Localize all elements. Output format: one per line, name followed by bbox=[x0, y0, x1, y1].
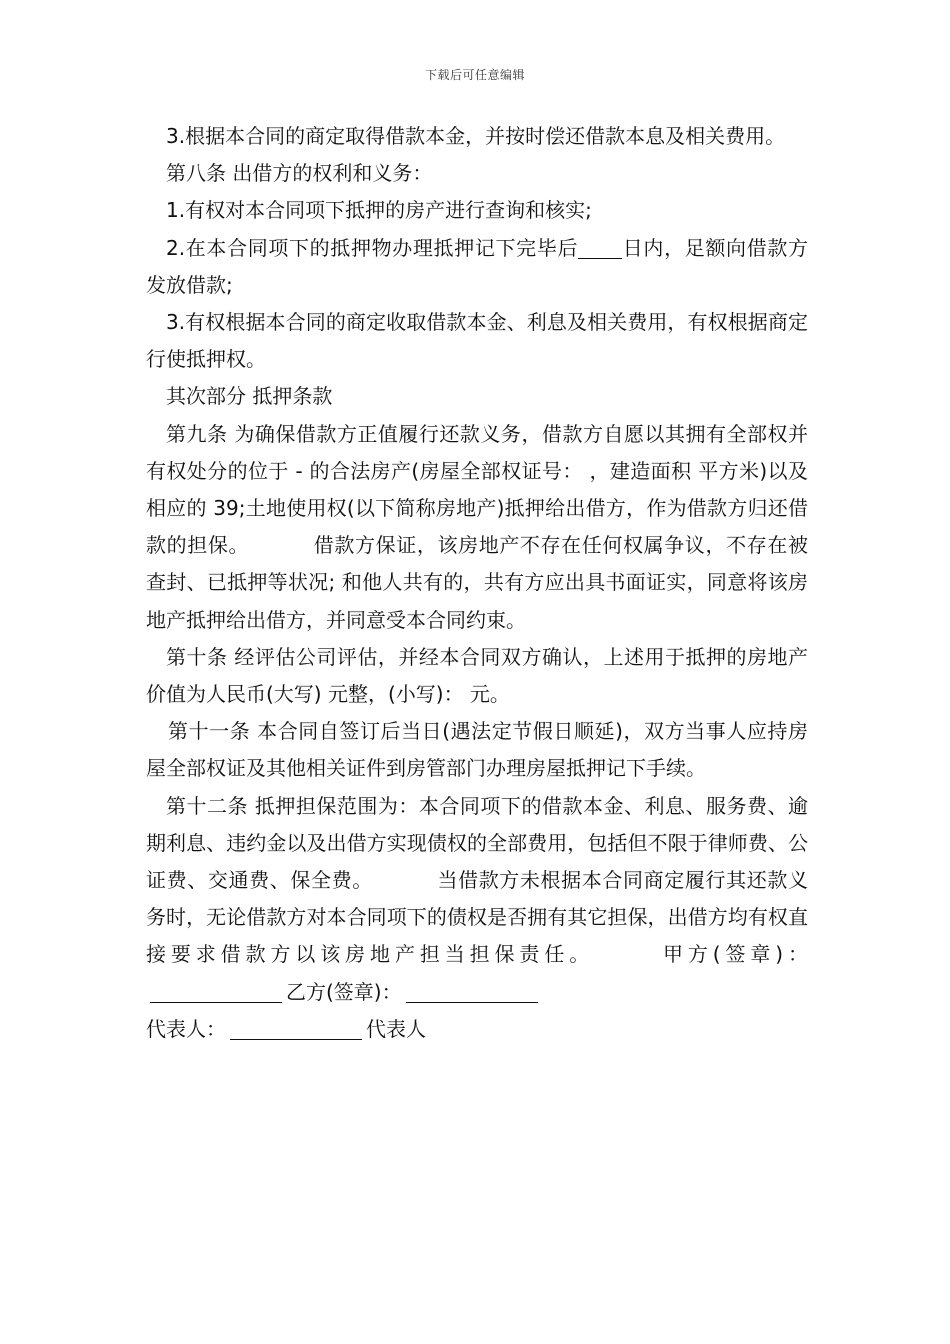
party-b-signature-label: 乙方(签章)： bbox=[286, 979, 402, 1004]
lender-right-1: 1.有权对本合同项下抵押的房产进行查询和核实; bbox=[166, 198, 592, 223]
representative-line bbox=[146, 1011, 808, 1048]
party-b-signature-blank bbox=[406, 980, 538, 1003]
lender-right-2 bbox=[146, 230, 808, 304]
days-blank bbox=[578, 236, 622, 259]
representative-b-label: 代表人 bbox=[366, 1016, 426, 1041]
part-2-heading: 其次部分 抵押条款 bbox=[166, 384, 333, 409]
representative-a-blank bbox=[230, 1017, 362, 1040]
article-9-text-b: 借款方保证，该房地产不存在任何权属争议，不存在被查封、已抵押等状况; 和他人共有的，共有方应出具书面证实，同意将该房地产抵押给出借方，并同意受本合同约束。 bbox=[146, 533, 809, 632]
lender-right-3: 3.有权根据本合同的商定收取借款本金、利息及相关费用，有权根据商定行使抵押权。 bbox=[146, 310, 808, 372]
article-11: 第十一条 本合同自签订后当日(遇法定节假日顺延)，双方当事人应持房屋全部权证及其他相关证件到房管部门办理房屋抵押记下手续。 bbox=[146, 719, 808, 781]
paragraph-borrower-obligation-3: 3.根据本合同的商定取得借款本金，并按时偿还借款本息及相关费用。 bbox=[166, 124, 786, 148]
article-10: 第十条 经评估公司评估，并经本合同双方确认，上述用于抵押的房地产价值为人民币(大写) 元整，(小写)： 元。 bbox=[146, 644, 808, 707]
article-9 bbox=[146, 416, 808, 639]
article-9-text-a: 第九条 为确保借款方正值履行还款义务，借款方自愿以其拥有全部权并有权处分的位于 - 的合法房产(房屋全部权证号： ，建造面积 平方米)以及相应的 39;土地使用权(以下简称房地产)抵押给出借方，作为借款方归还借款的担保。 bbox=[146, 421, 808, 558]
party-a-signature-blank bbox=[150, 980, 282, 1003]
article-12-text-b: 当借款方未根据本合同商定履行其还款义务时，无论借款方对本合同项下的债权是否拥有其它担保，出借方均有权直接要求借款方以该房地产担当担保责任。 bbox=[146, 868, 809, 967]
article-8-heading: 第八条 出借方的权利和义务： bbox=[166, 161, 433, 186]
article-12-text-a: 第十二条 抵押担保范围为：本合同项下的借款本金、利息、服务费、逾期利息、违约金以及出借方实现债权的全部费用，包括但不限于律师费、公证费、交通费、保全费。 bbox=[146, 793, 808, 893]
representative-a-label: 代表人： bbox=[146, 1016, 226, 1041]
party-a-signature-label: 甲方(签章)： bbox=[658, 942, 808, 967]
lender-right-2-text-b: 日内，足额向借款方发放借款; bbox=[146, 235, 808, 297]
article-12 bbox=[146, 788, 808, 1011]
page-header: 下载后可任意编辑 bbox=[424, 68, 525, 82]
contract-body bbox=[146, 118, 808, 1048]
lender-right-2-text-a: 2.在本合同项下的抵押物办理抵押记下完毕后 bbox=[166, 235, 579, 260]
